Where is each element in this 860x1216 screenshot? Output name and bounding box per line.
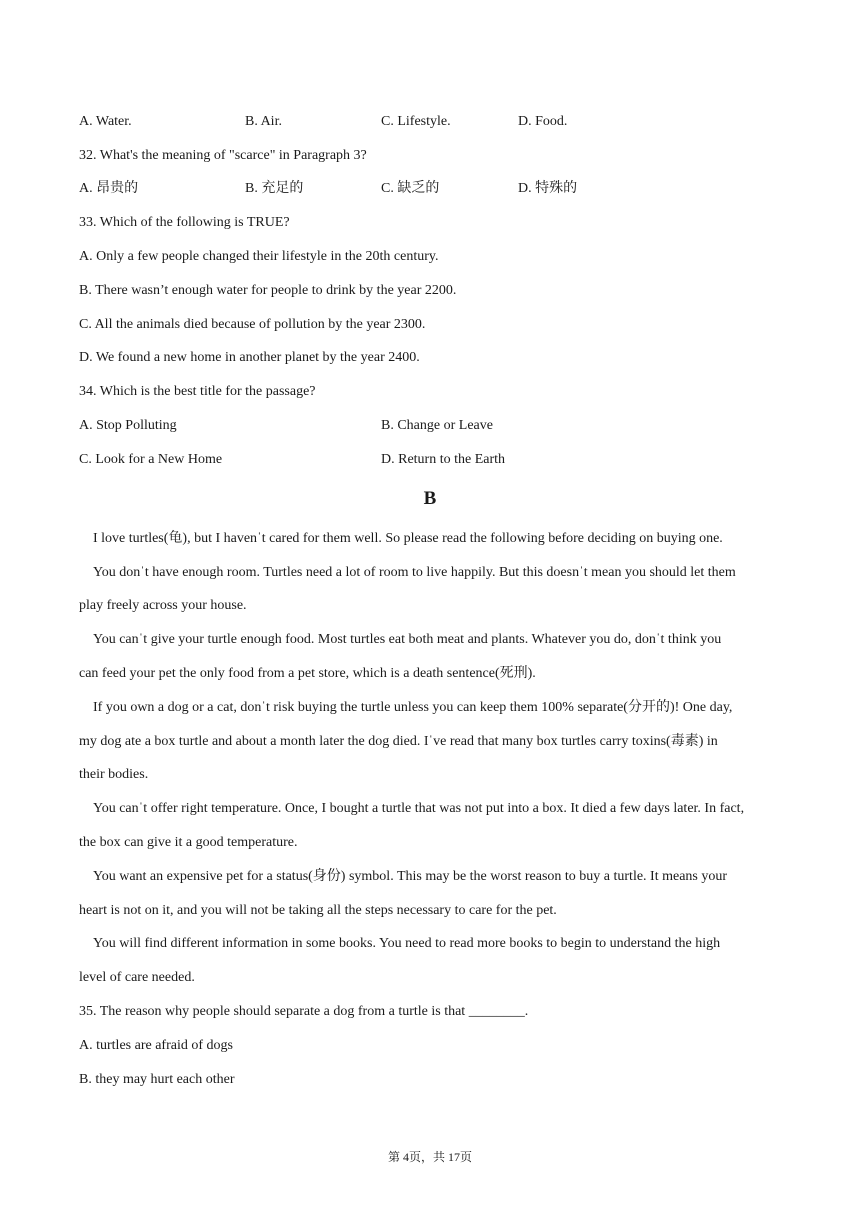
q33-option-c: C. All the animals died because of pollution by the year 2300. — [79, 317, 426, 332]
passage-line: If you own a dog or a cat, donˈt risk buying the turtle unless you can keep them 100% separate(分开的)! One day, — [93, 700, 733, 715]
section-heading: B — [423, 488, 437, 509]
passage-line: their bodies. — [79, 767, 149, 782]
q32-option-b: B. 充足的 — [245, 181, 304, 196]
q34-option-b: B. Change or Leave — [381, 418, 493, 433]
passage-line: play freely across your house. — [79, 598, 247, 613]
q35-question: 35. The reason why people should separate a dog from a turtle is that ________. — [79, 1004, 529, 1019]
passage-line: the box can give it a good temperature. — [79, 835, 298, 850]
q33-option-b: B. There wasn’t enough water for people to drink by the year 2200. — [79, 283, 457, 298]
passage-line: can feed your pet the only food from a pet store, which is a death sentence(死刑). — [79, 666, 536, 681]
q34-option-a: A. Stop Polluting — [79, 418, 177, 433]
q35-option-a: A. turtles are afraid of dogs — [79, 1038, 233, 1053]
passage-line: heart is not on it, and you will not be taking all the steps necessary to care for the pet. — [79, 903, 557, 918]
passage-line: I love turtles(龟), but I havenˈt cared for them well. So please read the following before deciding on buying one. — [93, 531, 723, 546]
q34-option-d: D. Return to the Earth — [381, 452, 506, 467]
passage-line: You canˈt give your turtle enough food. Most turtles eat both meat and plants. Whatever you do, donˈt think you — [93, 632, 722, 647]
q32-option-d: D. 特殊的 — [518, 181, 578, 196]
q31-option-c: C. Lifestyle. — [381, 114, 451, 129]
q34-option-c: C. Look for a New Home — [79, 452, 223, 467]
q31-option-d: D. Food. — [518, 114, 568, 129]
q32-option-a: A. 昂贵的 — [79, 181, 139, 196]
passage-line: You will find different information in some books. You need to read more books to begin to understand the high — [93, 936, 721, 951]
page-footer: 第 4页，共 17页 — [387, 1150, 472, 1164]
passage-line: You donˈt have enough room. Turtles need a lot of room to live happily. But this doesnˈt mean you should let them — [93, 565, 736, 580]
q32-option-c: C. 缺乏的 — [381, 181, 440, 196]
q32-question: 32. What's the meaning of "scarce" in Paragraph 3? — [79, 148, 367, 163]
q33-option-d: D. We found a new home in another planet by the year 2400. — [79, 350, 420, 365]
passage-line: You want an expensive pet for a status(身份) symbol. This may be the worst reason to buy a turtle. It means your — [93, 869, 728, 884]
passage-line: my dog ate a box turtle and about a month later the dog died. Iˈve read that many box turtles carry toxins(毒素) in — [79, 734, 718, 749]
q33-question: 33. Which of the following is TRUE? — [79, 215, 290, 230]
q31-option-a: A. Water. — [79, 114, 132, 129]
q31-option-b: B. Air. — [245, 114, 282, 129]
q35-option-b: B. they may hurt each other — [79, 1072, 235, 1087]
q34-question: 34. Which is the best title for the passage? — [79, 384, 316, 399]
passage-line: You canˈt offer right temperature. Once, I bought a turtle that was not put into a box. It died a few days later. In fact, — [93, 801, 745, 816]
q33-option-a: A. Only a few people changed their lifestyle in the 20th century. — [79, 249, 439, 264]
passage-line: level of care needed. — [79, 970, 195, 985]
